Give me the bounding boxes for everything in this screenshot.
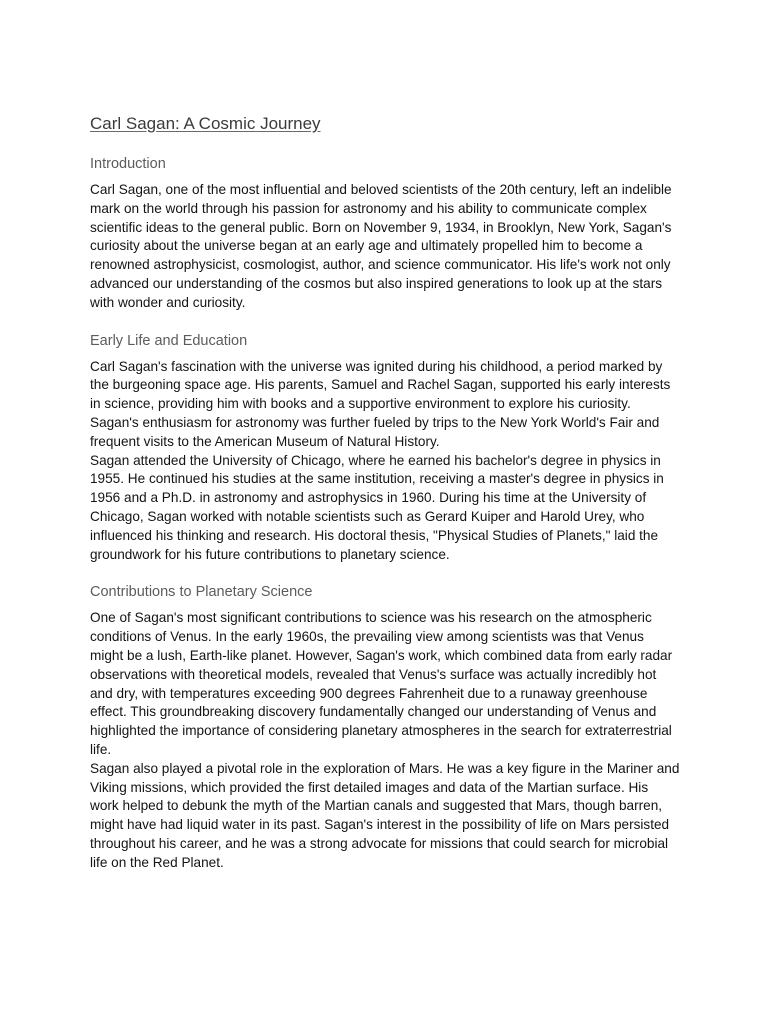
section-heading: Contributions to Planetary Science: [90, 584, 313, 601]
section-heading: Introduction: [90, 156, 166, 172]
section-introduction: [90, 155, 680, 313]
section-contributions-to-planetary-science: [90, 583, 680, 872]
document-title: Carl Sagan: A Cosmic Journey: [90, 114, 321, 133]
section-early-life-and-education: [90, 332, 680, 565]
paragraph: Sagan attended the University of Chicago, where he earned his bachelor's degree in physics in 1955. He continued his studies at the same institution, receiving a master's degree in physics in 1956 and a Ph.D. in astronomy and astrophysics in 1960. During his time at the University of Chicago, Sagan worked with notable scientists such as Gerard Kuiper and Harold Urey, who influenced his thinking and research. His doctoral thesis, "Physical Studies of Planets," laid the groundwork for his future contributions to planetary science.: [90, 452, 664, 562]
paragraph: Carl Sagan, one of the most influential and beloved scientists of the 20th century, left an indelible mark on the world through his passion for astronomy and his ability to communicate complex scientific ideas to the general public. Born on November 9, 1934, in Brooklyn, New York, Sagan's curiosity about the universe began at an early age and ultimately propelled him to become a renowned astrophysicist, cosmologist, author, and science communicator. His life's work not only advanced our understanding of the cosmos but also inspired generations to look up at the stars with wonder and curiosity.: [90, 182, 672, 310]
paragraph: Carl Sagan's fascination with the universe was ignited during his childhood, a period marked by the burgeoning space age. His parents, Samuel and Rachel Sagan, supported his early interests in science, providing him with books and a supportive environment to explore his curiosity. Sagan's enthusiasm for astronomy was further fueled by trips to the New York World's Fair and frequent visits to the American Museum of Natural History.: [90, 358, 671, 449]
paragraph: Sagan also played a pivotal role in the exploration of Mars. He was a key figure in the Mariner and Viking missions, which provided the first detailed images and data of the Martian surface. His work helped to debunk the myth of the Martian canals and suggested that Mars, though barren, might have had liquid water in its past. Sagan's interest in the possibility of life on Mars persisted throughout his career, and he was a strong advocate for missions that could search for microbial life on the Red Planet.: [90, 760, 680, 870]
section-heading: Early Life and Education: [90, 332, 248, 349]
document-page: [90, 113, 680, 892]
paragraph: One of Sagan's most significant contributions to science was his research on the atmospheric conditions of Venus. In the early 1960s, the prevailing view among scientists was that Venus might be a lush, Earth-like planet. However, Sagan's work, which combined data from early radar observations with theoretical models, revealed that Venus's surface was actually incredibly hot and dry, with temperatures exceeding 900 degrees Fahrenheit due to a runaway greenhouse effect. This groundbreaking discovery fundamentally changed our understanding of Venus and highlighted the importance of considering planetary atmospheres in the search for extraterrestrial life.: [90, 610, 673, 757]
